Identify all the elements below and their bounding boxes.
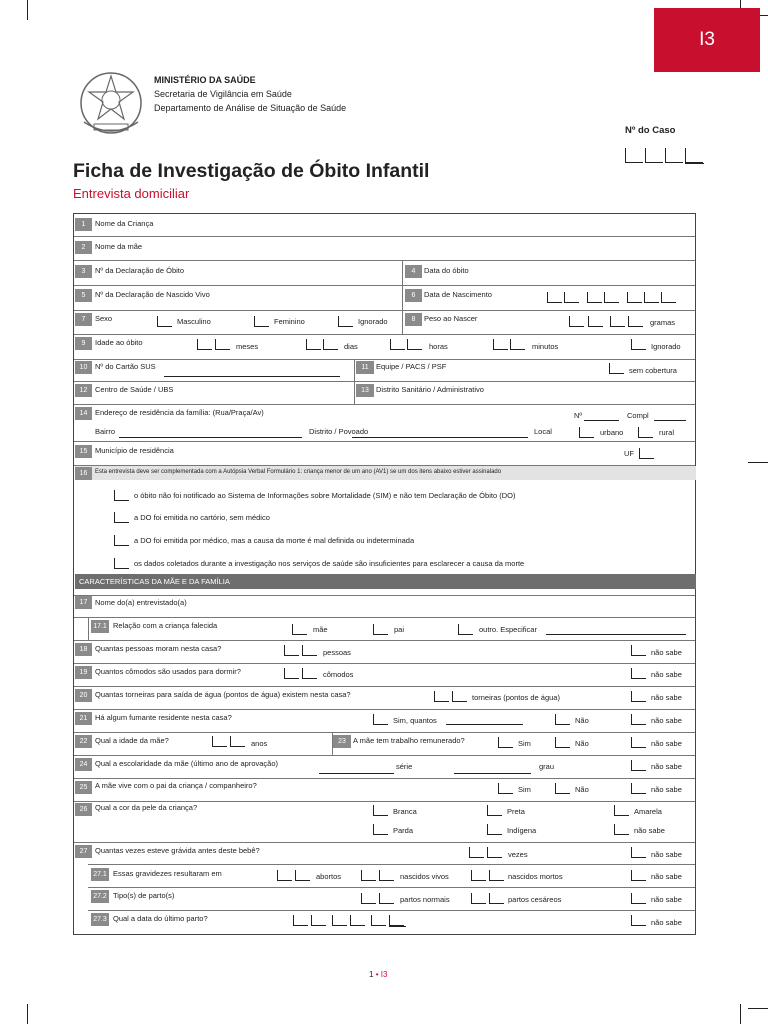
- field-number: 3: [75, 265, 92, 278]
- date-digit-box[interactable]: [644, 292, 659, 303]
- date-digit-box[interactable]: [661, 292, 676, 303]
- digit-box[interactable]: [588, 316, 603, 327]
- option-label: Sim: [518, 785, 531, 794]
- mother-name-label: Nome da mãe: [95, 242, 143, 251]
- field-number: 4: [405, 265, 422, 278]
- footer-separator: •: [375, 970, 379, 979]
- row-divider: [74, 617, 695, 618]
- interviewee-label: Nome do(a) entrevistado(a): [95, 598, 187, 607]
- unit-label: nascidos vivos: [400, 872, 449, 881]
- date-digit-box[interactable]: [293, 915, 308, 926]
- field-number: 11: [356, 361, 374, 374]
- field-number: 25: [75, 781, 92, 794]
- option-label: o óbito não foi notificado ao Sistema de Informações sobre Mortalidade (SIM) e não tem Declaração de Óbito (DO): [134, 491, 516, 500]
- unit-label: grau: [539, 762, 555, 771]
- av1-note: Esta entrevista deve ser complementada com a Autópsia Verbal Formulário 1: criança menor de um ano (AV1) se um dos itens abaixo estiver assinalado: [95, 469, 502, 475]
- checkbox[interactable]: [114, 558, 129, 569]
- option-label: rural: [659, 428, 675, 437]
- field-number: 18: [75, 643, 92, 656]
- col-divider: [402, 260, 403, 310]
- digit-box[interactable]: [284, 645, 299, 656]
- digit-box[interactable]: [302, 645, 317, 656]
- field-number: 9: [75, 337, 92, 350]
- mother-age-label: Qual a idade da mãe?: [95, 736, 169, 745]
- field-number: 23: [333, 735, 351, 748]
- field-number: 17.1: [91, 620, 109, 633]
- option-label: Indígena: [507, 826, 537, 835]
- unit-label: torneiras (pontos de água): [472, 693, 560, 702]
- option-label: não sabe: [651, 739, 682, 748]
- col-divider: [88, 617, 89, 640]
- row-divider: [74, 778, 695, 779]
- district-label: Distrito Sanitário / Administrativo: [376, 385, 484, 394]
- option-label: não sabe: [634, 826, 665, 835]
- option-label: Não: [575, 716, 589, 725]
- checkbox[interactable]: [498, 783, 513, 794]
- health-center-label: Centro de Saúde / UBS: [95, 385, 174, 394]
- relation-label: Relação com a criança falecida: [113, 621, 218, 630]
- option-label: Branca: [393, 807, 417, 816]
- checkbox[interactable]: [579, 427, 594, 438]
- checkbox[interactable]: [338, 316, 353, 327]
- number-input[interactable]: [584, 420, 619, 421]
- option-label: Ignorado: [358, 317, 388, 326]
- digit-box[interactable]: [469, 847, 484, 858]
- death-date-label: Data do óbito: [424, 266, 469, 275]
- field-number: 2: [75, 241, 92, 254]
- row-divider: [74, 755, 695, 756]
- specify-input[interactable]: [546, 634, 686, 635]
- digit-box[interactable]: [510, 339, 525, 350]
- mother-employed-label: A mãe tem trabalho remunerado?: [353, 736, 465, 745]
- checkbox[interactable]: [609, 363, 624, 374]
- digit-box[interactable]: [487, 847, 502, 858]
- checkbox[interactable]: [631, 760, 646, 771]
- field-number: 14: [75, 407, 92, 420]
- birth-weight-label: Peso ao Nascer: [424, 314, 478, 323]
- checkbox[interactable]: [555, 783, 570, 794]
- neighborhood-label: Bairro: [95, 427, 116, 436]
- row-divider: [74, 310, 695, 311]
- field-number: 24: [75, 758, 92, 771]
- number-label: Nº: [574, 411, 583, 420]
- option-label: não sabe: [651, 670, 682, 679]
- schooling-label: Qual a escolaridade da mãe (último ano de aprovação): [95, 759, 279, 768]
- checkbox[interactable]: [373, 714, 388, 725]
- option-label: pai: [394, 625, 405, 634]
- checkbox[interactable]: [373, 805, 388, 816]
- row-divider: [74, 686, 695, 687]
- option-label: não sabe: [651, 716, 682, 725]
- date-digit-box[interactable]: [311, 915, 326, 926]
- digit-box[interactable]: [379, 870, 394, 881]
- field-number: 26: [75, 803, 92, 816]
- unit-label: partos normais: [400, 895, 450, 904]
- date-digit-box[interactable]: [350, 915, 365, 926]
- field-number: 27.3: [91, 913, 109, 926]
- footer-form-code: I3: [380, 970, 388, 979]
- checkbox[interactable]: [631, 915, 646, 926]
- lives-with-father-label: A mãe vive com o pai da criança / companheiro?: [95, 781, 257, 790]
- option-label: não sabe: [651, 895, 682, 904]
- row-divider: [74, 236, 695, 237]
- option-label: Não: [575, 785, 589, 794]
- digit-box[interactable]: [489, 893, 504, 904]
- field-number: 1: [75, 218, 92, 231]
- digit-box[interactable]: [277, 870, 292, 881]
- coat-of-arms-seal: [72, 64, 150, 142]
- option-label: Não: [575, 739, 589, 748]
- neighborhood-input[interactable]: [119, 437, 302, 438]
- field-number: 7: [75, 313, 92, 326]
- checkbox[interactable]: [631, 870, 646, 881]
- digit-box[interactable]: [452, 691, 467, 702]
- municipality-label: Município de residência: [95, 446, 174, 455]
- option-label: não sabe: [651, 785, 682, 794]
- unit-label: partos cesáreos: [508, 895, 562, 904]
- option-label: não sabe: [651, 693, 682, 702]
- ministry-name: MINISTÉRIO DA SAÚDE: [154, 75, 256, 85]
- address-label: Endereço de residência da família: (Rua/Praça/Av): [95, 408, 264, 417]
- row-divider: [74, 801, 695, 802]
- digit-box[interactable]: [390, 339, 405, 350]
- digit-box[interactable]: [471, 893, 486, 904]
- team-label: Equipe / PACS / PSF: [376, 362, 447, 371]
- digit-box[interactable]: [407, 339, 422, 350]
- option-label: sem cobertura: [629, 366, 677, 375]
- child-name-label: Nome da Criança: [95, 219, 154, 228]
- row-divider: [74, 404, 695, 405]
- age-at-death-label: Idade ao óbito: [95, 338, 143, 347]
- unit-label: meses: [236, 342, 259, 351]
- digit-box[interactable]: [569, 316, 584, 327]
- checkbox[interactable]: [614, 805, 629, 816]
- case-digit-box[interactable]: [665, 148, 683, 163]
- field-number: 27: [75, 845, 92, 858]
- checkbox[interactable]: [638, 427, 653, 438]
- checkbox[interactable]: [487, 805, 502, 816]
- field-number: 27.2: [91, 890, 109, 903]
- death-declaration-label: Nº da Declaração de Óbito: [95, 266, 185, 275]
- option-label: urbano: [600, 428, 624, 437]
- checkbox[interactable]: [614, 824, 629, 835]
- field-number: 12: [75, 384, 92, 397]
- digit-box[interactable]: [306, 339, 321, 350]
- page-footer: [369, 970, 387, 979]
- delivery-type-label: Tipo(s) de parto(s): [113, 891, 175, 900]
- field-number: 6: [405, 289, 422, 302]
- digit-box[interactable]: [323, 339, 338, 350]
- checkbox[interactable]: [631, 668, 646, 679]
- checkbox[interactable]: [498, 737, 513, 748]
- date-digit-box[interactable]: [604, 292, 619, 303]
- option-label: a DO foi emitida por médico, mas a causa da morte é mal definida ou indeterminada: [134, 536, 415, 545]
- checkbox[interactable]: [458, 624, 473, 635]
- option-label: não sabe: [651, 872, 682, 881]
- village-input[interactable]: [352, 437, 528, 438]
- field-number: 17: [75, 596, 92, 609]
- checkbox[interactable]: [114, 490, 129, 501]
- investigation-form: [73, 213, 696, 935]
- option-label: a DO foi emitida no cartório, sem médico: [134, 513, 270, 522]
- crop-mark: [27, 0, 28, 20]
- unit-label: cômodos: [323, 670, 354, 679]
- row-divider: [74, 709, 695, 710]
- page-number: 1: [369, 970, 374, 979]
- water-taps-label: Quantas torneiras para saída de água (pontos de água) existem nesta casa?: [95, 690, 351, 699]
- field-number: 27.1: [91, 868, 109, 881]
- checkbox[interactable]: [114, 535, 129, 546]
- location-label: Local: [534, 427, 552, 436]
- date-digit-box[interactable]: [627, 292, 642, 303]
- unit-label: pessoas: [323, 648, 351, 657]
- row-divider: [74, 595, 695, 596]
- birth-declaration-label: Nº da Declaração de Nascido Vivo: [95, 290, 210, 299]
- village-label: Distrito / Povoado: [309, 427, 369, 436]
- option-label: Ignorado: [651, 342, 681, 351]
- bedrooms-label: Quantos cômodos são usados para dormir?: [95, 667, 241, 676]
- checkbox[interactable]: [631, 737, 646, 748]
- date-digit-box[interactable]: [564, 292, 579, 303]
- sus-card-input[interactable]: [164, 376, 340, 377]
- unit-label: minutos: [532, 342, 559, 351]
- field-number: 10: [75, 361, 92, 374]
- date-digit-box[interactable]: [371, 915, 386, 926]
- form-code-badge: I3: [654, 8, 760, 72]
- col-divider: [354, 359, 355, 404]
- complement-input[interactable]: [654, 420, 686, 421]
- option-label: Masculino: [177, 317, 211, 326]
- crop-mark: [740, 1004, 741, 1024]
- case-underline: [685, 163, 704, 164]
- digit-box[interactable]: [284, 668, 299, 679]
- col-divider: [402, 310, 403, 334]
- digit-box[interactable]: [434, 691, 449, 702]
- case-digit-box[interactable]: [625, 148, 643, 163]
- ministry-header: [154, 73, 346, 115]
- sex-label: Sexo: [95, 314, 113, 323]
- checkbox[interactable]: [373, 624, 388, 635]
- option-label: mãe: [313, 625, 328, 634]
- option-label: os dados coletados durante a investigação nos serviços de saúde são insuficientes para esclarecer a causa da morte: [134, 559, 525, 568]
- row-divider: [88, 887, 695, 888]
- digit-box[interactable]: [215, 339, 230, 350]
- option-label: outro. Especificar: [479, 625, 537, 634]
- row-divider: [88, 910, 695, 911]
- checkbox[interactable]: [631, 714, 646, 725]
- last-delivery-date-label: Qual a data do último parto?: [113, 914, 208, 923]
- field-number: 21: [75, 712, 92, 725]
- row-divider: [74, 334, 695, 335]
- smoker-label: Há algum fumante residente nesta casa?: [95, 713, 232, 722]
- digit-box[interactable]: [302, 668, 317, 679]
- checkbox[interactable]: [631, 339, 646, 350]
- field-number: 13: [356, 384, 374, 397]
- case-number-label: Nº do Caso: [625, 125, 676, 136]
- secretariat-name: Secretaria de Vigilância em Saúde: [154, 89, 292, 99]
- date-digit-box[interactable]: [547, 292, 562, 303]
- state-box[interactable]: [639, 448, 654, 459]
- row-divider: [74, 732, 695, 733]
- digit-box[interactable]: [379, 893, 394, 904]
- page-subtitle: Entrevista domiciliar: [73, 186, 190, 201]
- option-label: Amarela: [634, 807, 662, 816]
- crop-mark: [27, 1004, 28, 1024]
- option-label: não sabe: [651, 762, 682, 771]
- option-label: Feminino: [274, 317, 305, 326]
- checkbox[interactable]: [373, 824, 388, 835]
- checkbox[interactable]: [292, 624, 307, 635]
- option-label: Preta: [507, 807, 525, 816]
- birth-date-label: Data de Nascimento: [424, 290, 492, 299]
- unit-label: dias: [344, 342, 358, 351]
- row-divider: [88, 864, 695, 865]
- row-divider: [74, 441, 695, 442]
- row-divider: [88, 640, 695, 641]
- unit-label: série: [396, 762, 413, 771]
- level-input[interactable]: [454, 773, 531, 774]
- date-underline: [389, 926, 406, 927]
- checkbox[interactable]: [254, 316, 269, 327]
- page-title: Ficha de Investigação de Óbito Infantil: [73, 160, 430, 182]
- field-number: 16: [75, 467, 92, 480]
- digit-box[interactable]: [628, 316, 643, 327]
- digit-box[interactable]: [489, 870, 504, 881]
- digit-box[interactable]: [295, 870, 310, 881]
- checkbox[interactable]: [114, 512, 129, 523]
- row-divider: [74, 285, 695, 286]
- digit-box[interactable]: [361, 893, 376, 904]
- checkbox[interactable]: [157, 316, 172, 327]
- unit-label: abortos: [316, 872, 342, 881]
- row-divider: [74, 381, 695, 382]
- date-digit-box[interactable]: [332, 915, 347, 926]
- checkbox[interactable]: [631, 645, 646, 656]
- field-number: 8: [405, 313, 422, 326]
- field-number: 22: [75, 735, 92, 748]
- digit-box[interactable]: [610, 316, 625, 327]
- section-header: CARACTERÍSTICAS DA MÃE E DA FAMÍLIA: [75, 574, 696, 589]
- digit-box[interactable]: [361, 870, 376, 881]
- unit-label: anos: [251, 739, 268, 748]
- digit-box[interactable]: [212, 736, 227, 747]
- field-number: 19: [75, 666, 92, 679]
- date-digit-box[interactable]: [587, 292, 602, 303]
- smoker-count-input[interactable]: [446, 724, 523, 725]
- unit-label: vezes: [508, 850, 528, 859]
- option-label: Sim, quantos: [393, 716, 437, 725]
- date-digit-box[interactable]: [389, 915, 404, 926]
- digit-box[interactable]: [493, 339, 508, 350]
- field-number: 15: [75, 445, 92, 458]
- digit-box[interactable]: [230, 736, 245, 747]
- checkbox[interactable]: [555, 714, 570, 725]
- state-label: UF: [624, 449, 634, 458]
- complement-label: Compl: [627, 411, 649, 420]
- checkbox[interactable]: [487, 824, 502, 835]
- sus-card-label: Nº do Cartão SUS: [95, 362, 156, 371]
- crop-mark: [748, 462, 768, 463]
- crop-mark: [748, 1008, 768, 1009]
- field-number: 20: [75, 689, 92, 702]
- option-label: não sabe: [651, 850, 682, 859]
- field-number: 5: [75, 289, 92, 302]
- row-divider: [74, 663, 695, 664]
- checkbox[interactable]: [631, 847, 646, 858]
- pregnancy-outcomes-label: Essas gravidezes resultaram em: [113, 869, 222, 878]
- checkbox[interactable]: [555, 737, 570, 748]
- checkbox[interactable]: [631, 691, 646, 702]
- option-label: não sabe: [651, 648, 682, 657]
- row-divider: [74, 359, 695, 360]
- checkbox[interactable]: [631, 783, 646, 794]
- digit-box[interactable]: [197, 339, 212, 350]
- unit-label: gramas: [650, 318, 676, 327]
- checkbox[interactable]: [631, 893, 646, 904]
- department-name: Departamento de Análise de Situação de Saúde: [154, 103, 347, 113]
- row-divider: [74, 842, 695, 843]
- case-digit-box[interactable]: [685, 148, 703, 163]
- option-label: Sim: [518, 739, 531, 748]
- option-label: não sabe: [651, 918, 682, 927]
- skin-color-label: Qual a cor da pele da criança?: [95, 803, 198, 812]
- digit-box[interactable]: [471, 870, 486, 881]
- grade-input[interactable]: [319, 773, 394, 774]
- household-size-label: Quantas pessoas moram nesta casa?: [95, 644, 222, 653]
- case-digit-box[interactable]: [645, 148, 663, 163]
- row-divider: [74, 260, 695, 261]
- unit-label: nascidos mortos: [508, 872, 563, 881]
- unit-label: horas: [429, 342, 448, 351]
- option-label: Parda: [393, 826, 414, 835]
- pregnancies-label: Quantas vezes esteve grávida antes deste bebê?: [95, 846, 260, 855]
